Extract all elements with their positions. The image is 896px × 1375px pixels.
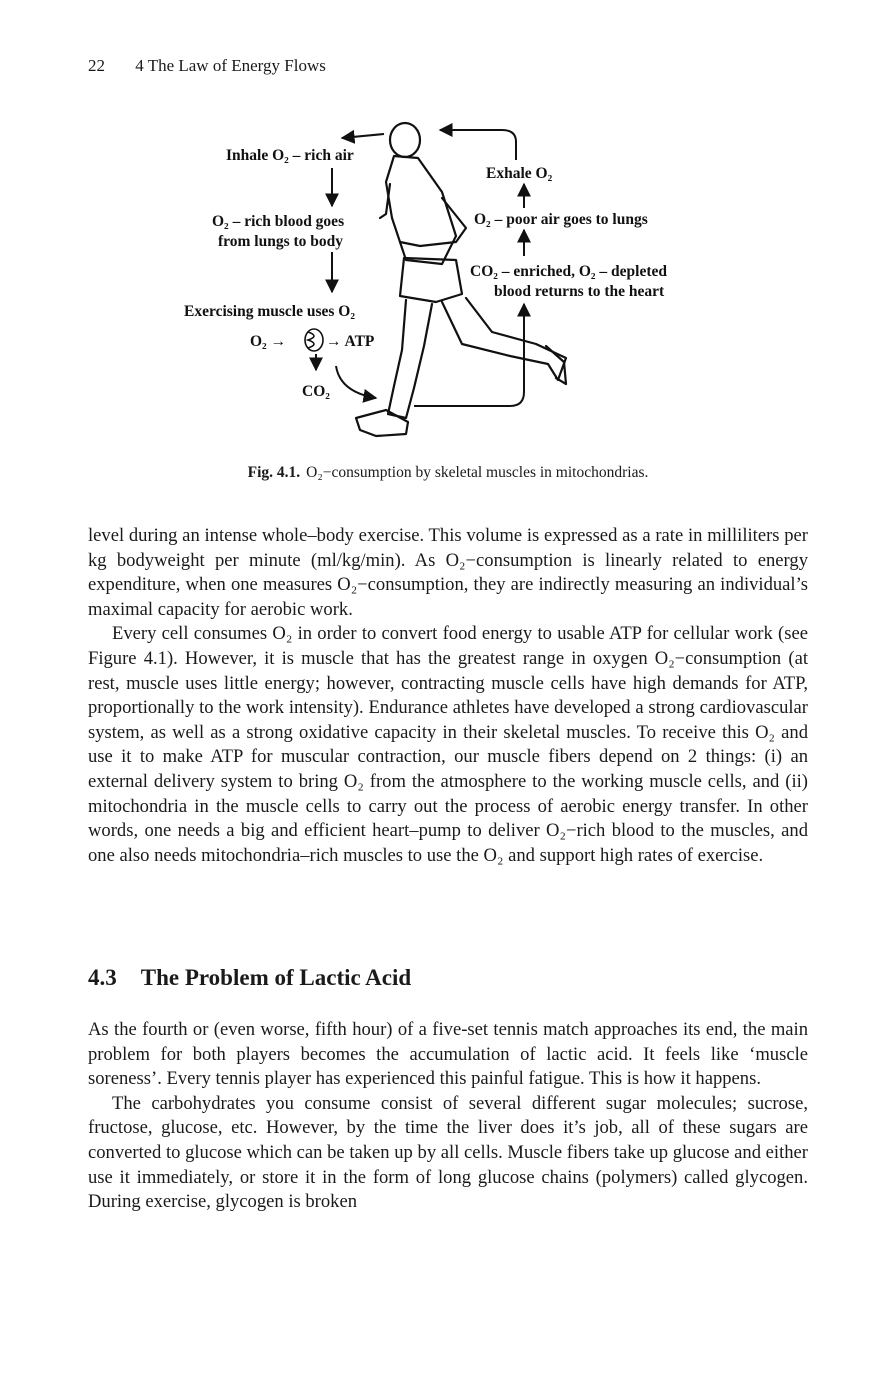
caption-text: O₂−consumption by skeletal muscles in mitochondrias. (306, 464, 649, 481)
body-text-upper (88, 524, 808, 868)
label-inhale: Inhale O₂ – rich air (226, 147, 354, 164)
section-heading (88, 965, 411, 991)
figure-oxygen-consumption (180, 118, 720, 448)
body-text-lower (88, 1018, 808, 1215)
label-o2: O₂ → (250, 333, 287, 350)
paragraph: As the fourth or (even worse, fifth hour) of a five-set tennis match approaches its end, the main problem for both players becomes the accumulation of lactic acid. It feels like ‘muscle soreness’. Every tennis player has experienced this painful fatigue. This is how it happens. (88, 1019, 808, 1090)
figure-diagram (180, 118, 720, 448)
mitochondrion-icon (305, 329, 323, 351)
running-head (88, 56, 326, 76)
label-rich-blood-2: from lungs to body (218, 233, 344, 250)
figure-caption (88, 464, 808, 482)
label-enriched-2: blood returns to the heart (494, 283, 665, 300)
label-muscle-uses: Exercising muscle uses O₂ (184, 303, 355, 320)
label-atp: → ATP (326, 333, 375, 350)
label-co2: CO₂ (302, 383, 330, 400)
section-title: The Problem of Lactic Acid (140, 965, 412, 990)
label-poor-air: O₂ – poor air goes to lungs (474, 211, 648, 228)
section-number: 4.3 (88, 965, 117, 990)
caption-label: Fig. 4.1. (247, 464, 301, 481)
page-number: 22 (88, 56, 105, 75)
paragraph: The carbohydrates you consume consist of several different sugar molecules; sucrose, fructose, glucose, etc. However, by the time the liver does it’s job, all of these sugars are converted to glucose which can be taken up by all cells. Muscle fibers take up glucose and either use it immediately, or store it in the form of long glucose chains (polymers) called glycogen. During exercise, glycogen is broken (88, 1092, 808, 1213)
label-enriched-1: CO₂ – enriched, O₂ – depleted (470, 263, 668, 280)
paragraph: level during an intense whole–body exercise. This volume is expressed as a rate in milliliters per kg bodyweight per minute (ml/kg/min). As O₂−consumption is linearly related to energy expenditure, when one measures O₂−consumption, they are indirectly measuring an individual’s maximal capacity for aerobic work. (88, 525, 808, 620)
label-rich-blood-1: O₂ – rich blood goes (212, 213, 345, 230)
paragraph: Every cell consumes O₂ in order to convert food energy to usable ATP for cellular work (see Figure 4.1). However, it is muscle that has the greatest range in oxygen O₂−consumption (at rest, muscle uses little energy; however, contracting muscle cells have high demands for ATP, proportionally to the work intensity). Endurance athletes have developed a strong cardiovascular system, as well as a strong oxidative capacity in their skeletal muscles. To receive this O₂ and use it to make ATP for muscular contraction, our muscle fibers depend on 2 things: (i) an external delivery system to bring O₂ from the atmosphere to the working muscle cells, and (ii) mitochondria in the muscle cells to carry out the process of aerobic energy transfer. In other words, one needs a big and efficient heart–pump to deliver O₂−rich blood to the muscles, and one also needs mitochondria–rich muscles to use the O₂ and support high rates of exercise. (88, 623, 808, 866)
chapter-title: 4 The Law of Energy Flows (135, 56, 326, 75)
label-exhale: Exhale O₂ (486, 165, 553, 182)
